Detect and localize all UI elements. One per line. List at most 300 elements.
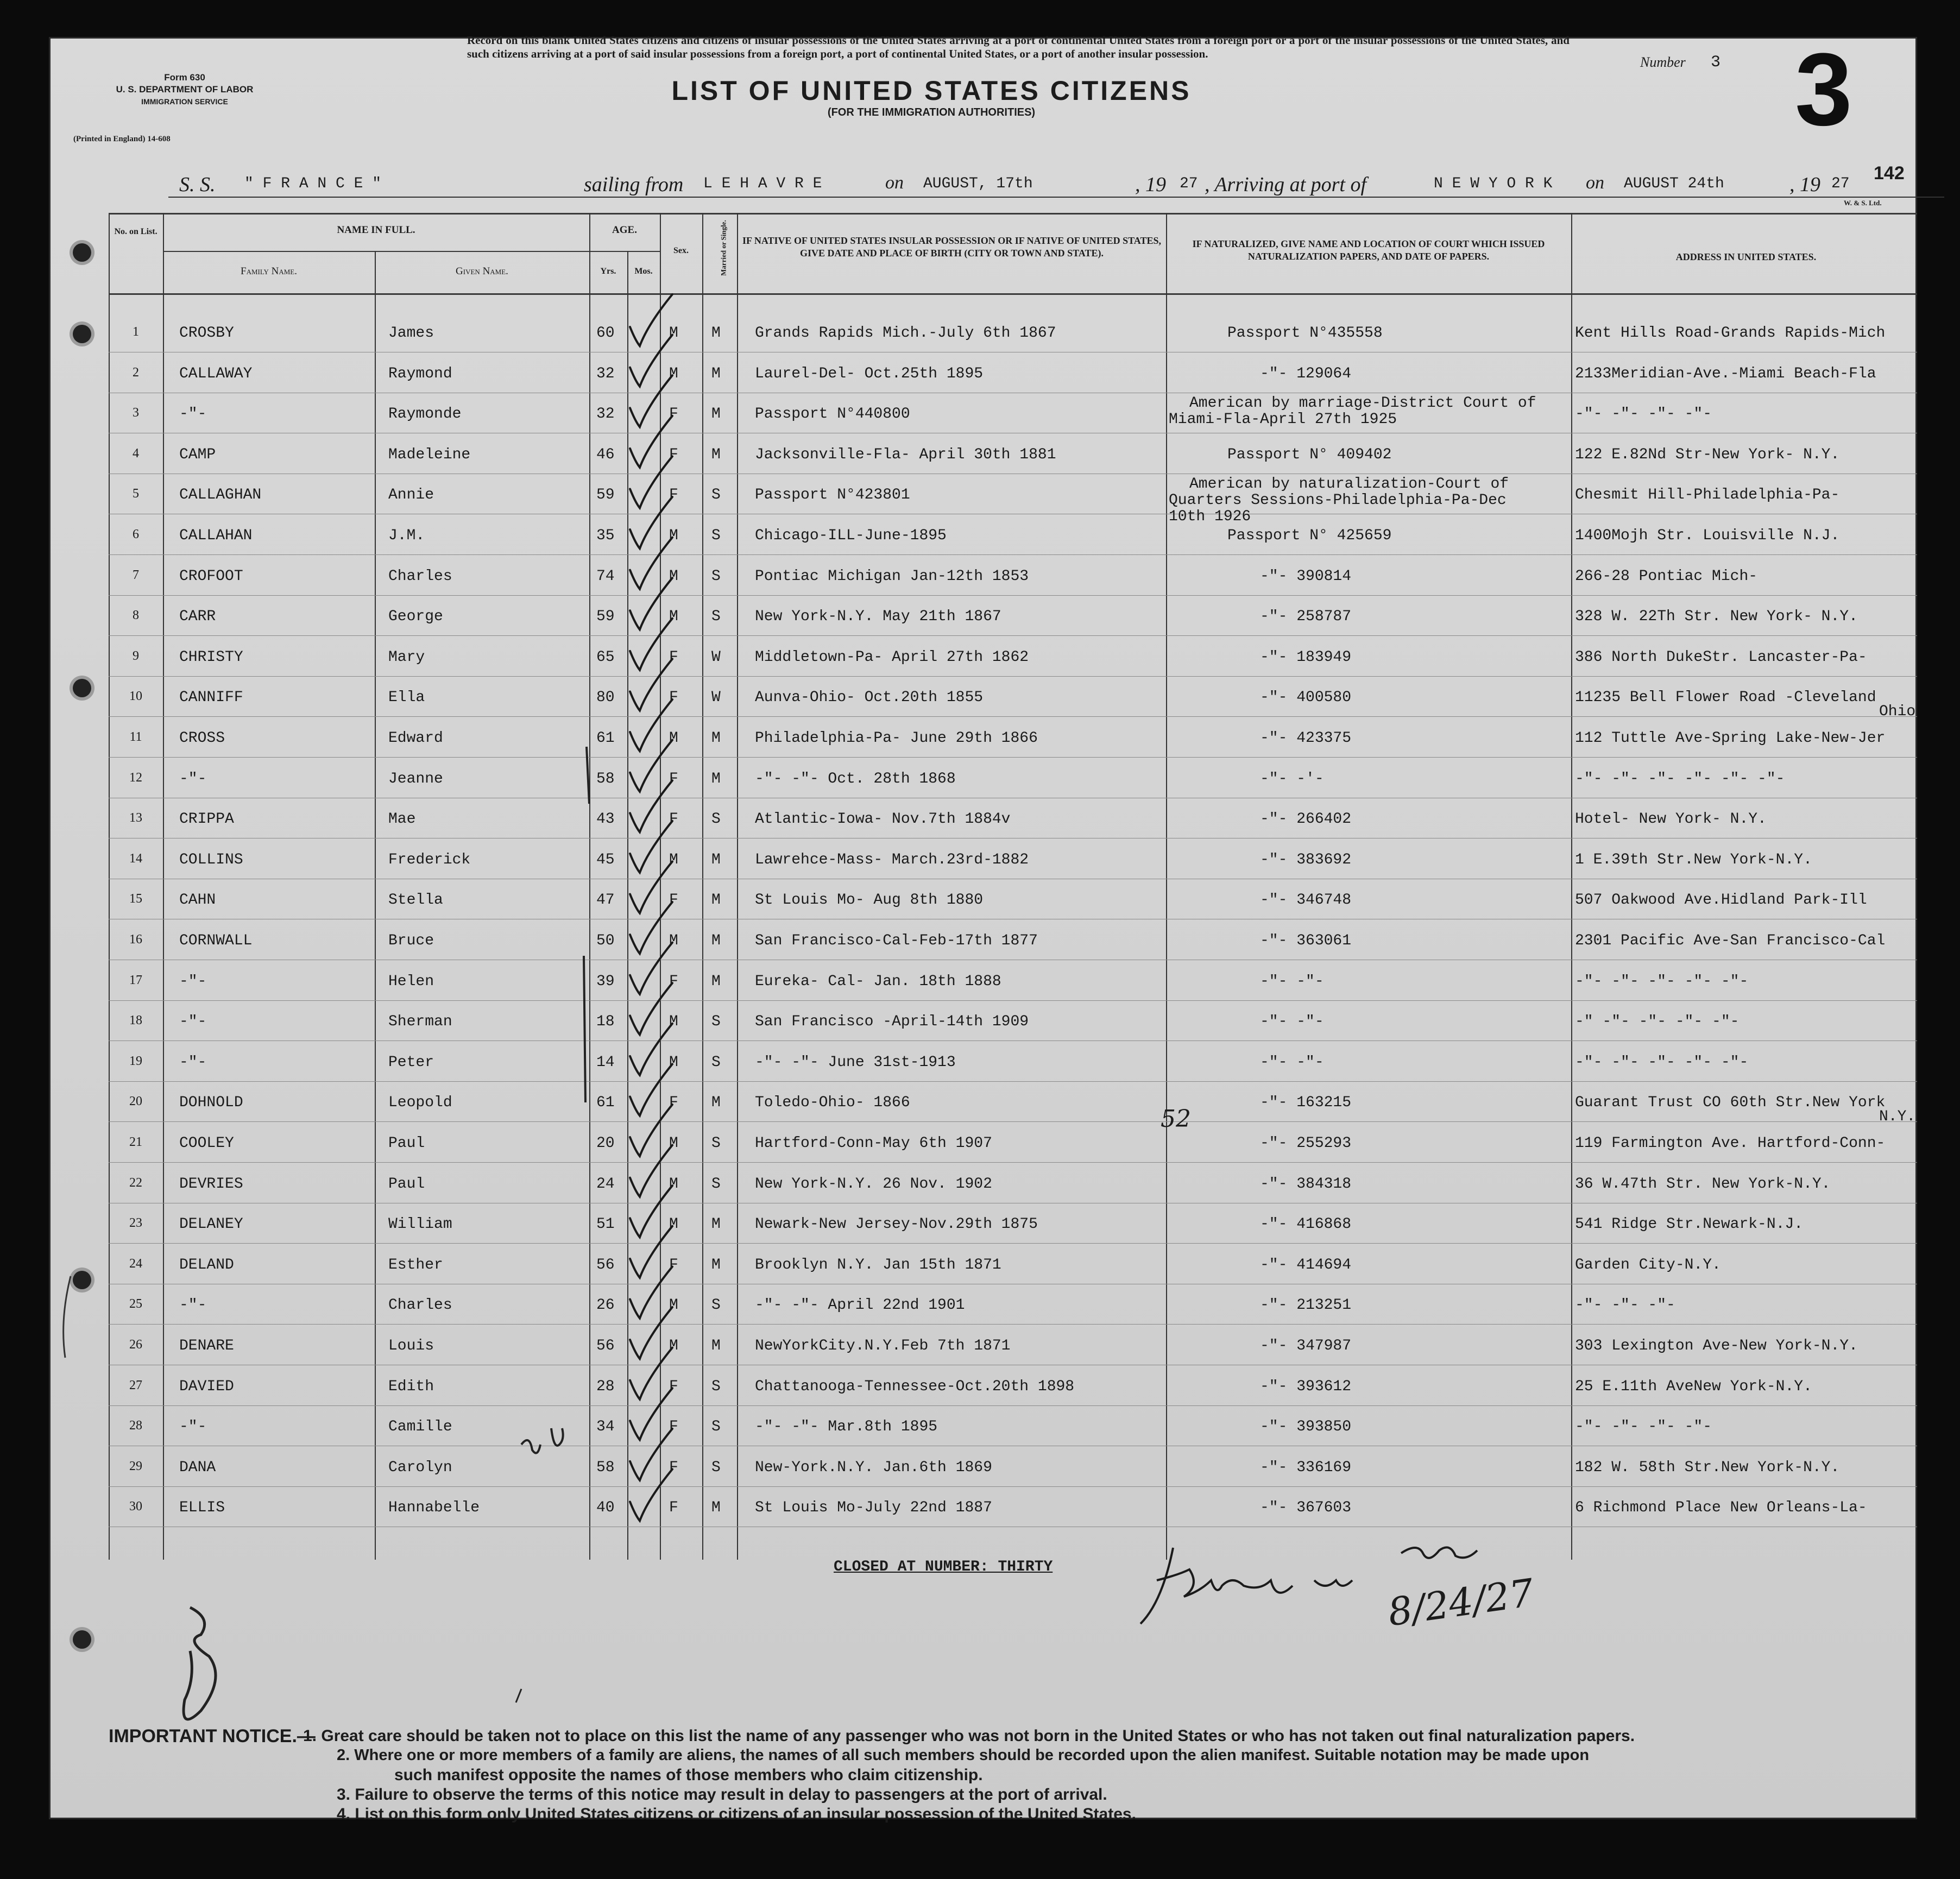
cell-birth: Pontiac Michigan Jan-12th 1853 <box>755 568 1029 585</box>
cell-nat: -"- 129064 <box>1260 365 1352 382</box>
sheet-number: 142 <box>1874 163 1905 184</box>
cell-no: 7 <box>133 568 139 582</box>
cell-family: -"- <box>179 1013 207 1031</box>
cell-family: CALLAGHAN <box>179 487 262 504</box>
cell-addr: 6 Richmond Place New Orleans-La- <box>1575 1499 1867 1517</box>
cell-nat: -"- 393612 <box>1260 1378 1352 1395</box>
cell-sex: F <box>669 446 678 463</box>
col-sex: Sex. <box>673 246 689 255</box>
cell-sex: F <box>669 1459 678 1476</box>
cell-nat: -"- -'- <box>1260 770 1324 787</box>
cell-ms: S <box>711 527 721 544</box>
cell-birth: -"- -"- June 31st-1913 <box>755 1054 956 1071</box>
cell-ms: M <box>711 892 721 909</box>
cell-nat: American by naturalization-Court of <box>1189 476 1509 493</box>
cell-birth: -"- -"- Oct. 28th 1868 <box>755 770 956 787</box>
cell-age: 51 <box>596 1216 615 1233</box>
cell-addr: 11235 Bell Flower Road -Cleveland <box>1575 689 1876 707</box>
cell-birth: Grands Rapids Mich.-July 6th 1867 <box>755 325 1056 342</box>
cell-age: 50 <box>596 932 615 949</box>
cell-sex: M <box>669 932 678 949</box>
cell-nat: -"- 383692 <box>1260 851 1352 868</box>
cell-given: Sherman <box>388 1013 452 1031</box>
cell-sex: F <box>669 1418 678 1436</box>
cell-no: 6 <box>133 527 139 541</box>
cell-family: DENARE <box>179 1338 234 1354</box>
cell-age: 58 <box>596 770 615 787</box>
cell-family: CALLAHAN <box>179 527 253 544</box>
record-instructions: Record on this blank United States citizens and citizens of insular possessions of the United States arriving at a port of continental United States from a foreign port or a port of the insular possessions of the United States, and such citizens arriving at a port of said insular possessions from a foreign port, a port of continental United States, or a port of another insular possession. <box>467 34 1570 60</box>
number-small: 3 <box>1711 53 1721 72</box>
cell-birth: New York-N.Y. May 21th 1867 <box>755 608 1001 626</box>
cell-family: CANNIFF <box>179 689 243 707</box>
cell-birth: Chattanooga-Tennessee-Oct.20th 1898 <box>755 1378 1075 1395</box>
cell-nat: -"- -"- <box>1260 973 1324 990</box>
number-label: Number <box>1640 54 1686 70</box>
cell-age: 56 <box>596 1256 615 1273</box>
sailing-label: sailing from <box>584 173 684 196</box>
cell-ms: S <box>711 487 721 504</box>
cell-no: 4 <box>133 446 139 461</box>
cell-no: 25 <box>129 1297 142 1311</box>
cell-family: CAMP <box>179 446 216 463</box>
cell-addr: -"- -"- -"- <box>1575 1297 1675 1314</box>
cell-sex: M <box>669 527 678 544</box>
cell-family: -"- <box>179 770 207 787</box>
year-prefix: , 19 <box>1135 173 1166 196</box>
cell-age: 14 <box>596 1054 615 1071</box>
cell-ms: M <box>711 446 721 463</box>
col-age: AGE. <box>612 224 637 236</box>
cell-sex: M <box>669 1297 678 1314</box>
cell-age: 43 <box>596 811 615 828</box>
cell-sex: M <box>669 730 678 747</box>
cell-no: 26 <box>129 1338 142 1352</box>
cell-family: DELAND <box>179 1256 234 1273</box>
cell-age: 24 <box>596 1175 615 1193</box>
hand-mark <box>184 1607 216 1719</box>
cell-age: 47 <box>596 892 615 909</box>
cell-ms: M <box>711 932 721 949</box>
col-married-single: Married or Single. <box>719 220 728 276</box>
cell-family: CRIPPA <box>179 811 234 828</box>
cell-addr: 1400Mojh Str. Louisville N.J. <box>1575 527 1840 544</box>
cell-no: 14 <box>129 851 142 866</box>
date-from: AUGUST, 17th <box>923 175 1033 192</box>
cell-given: Carolyn <box>388 1459 452 1476</box>
cell-sex: F <box>669 487 678 504</box>
cell-family: CROSBY <box>179 325 234 342</box>
cell-ms: M <box>711 1338 721 1354</box>
cell-no: 12 <box>129 770 142 785</box>
cell-addr: 182 W. 58th Str.New York-N.Y. <box>1575 1459 1840 1476</box>
cell-ms: S <box>711 608 721 626</box>
cell-family: CORNWALL <box>179 932 253 949</box>
cell-no: 5 <box>133 487 139 501</box>
cell-birth: Eureka- Cal- Jan. 18th 1888 <box>755 973 1001 990</box>
ship-name: " F R A N C E " <box>244 175 382 192</box>
cell-family: DANA <box>179 1459 216 1476</box>
cell-age: 61 <box>596 730 615 747</box>
cell-addr2: Ohio <box>1879 703 1916 721</box>
notice-item: such manifest opposite the names of those members who claim citizenship. <box>394 1766 983 1784</box>
cell-age: 34 <box>596 1418 615 1436</box>
cell-birth: Passport N°423801 <box>755 487 910 504</box>
cell-nat: -"- 400580 <box>1260 689 1352 707</box>
cell-ms: W <box>711 689 721 707</box>
cell-addr: Guarant Trust CO 60th Str.New York <box>1575 1094 1886 1112</box>
cell-addr: Chesmit Hill-Philadelphia-Pa- <box>1575 487 1840 504</box>
cell-nat: -"- 163215 <box>1260 1094 1352 1112</box>
cell-age: 58 <box>596 1459 615 1476</box>
cell-family: DELANEY <box>179 1216 243 1233</box>
cell-nat: -"- 363061 <box>1260 932 1352 949</box>
cell-given: Madeleine <box>388 446 471 463</box>
cell-addr: Garden City-N.Y. <box>1575 1256 1721 1273</box>
cell-age: 46 <box>596 446 615 463</box>
cell-sex: F <box>669 1094 678 1112</box>
cell-ms: M <box>711 1216 721 1233</box>
cell-ms: M <box>711 1094 721 1112</box>
cell-nat: American by marriage-District Court of <box>1189 395 1536 412</box>
cell-sex: M <box>669 325 678 342</box>
cell-no: 30 <box>129 1499 142 1514</box>
cell-nat: -"- 266402 <box>1260 811 1352 828</box>
cell-addr: 36 W.47th Str. New York-N.Y. <box>1575 1175 1831 1193</box>
cell-nat: -"- 336169 <box>1260 1459 1352 1476</box>
cell-ms: S <box>711 1054 721 1071</box>
on-label: on <box>1586 173 1604 193</box>
cell-ms: S <box>711 1297 721 1314</box>
cell-given: Louis <box>388 1338 434 1354</box>
cell-no: 29 <box>129 1459 142 1473</box>
cell-nat: -"- 347987 <box>1260 1338 1352 1354</box>
form-number: Form 630 <box>164 72 205 83</box>
cell-sex: F <box>669 892 678 909</box>
cell-family: COOLEY <box>179 1135 234 1152</box>
year-from: 27 <box>1180 175 1198 192</box>
cell-birth: Toledo-Ohio- 1866 <box>755 1094 910 1112</box>
cell-nat: -"- -"- <box>1260 1054 1324 1071</box>
cell-age: 56 <box>596 1338 615 1354</box>
cell-given: Charles <box>388 568 452 585</box>
margin-mark: 52 <box>1161 1105 1191 1133</box>
cell-given: Peter <box>388 1054 434 1071</box>
cell-given: James <box>388 325 434 342</box>
cell-given: Raymonde <box>388 406 462 423</box>
cell-ms: S <box>711 811 721 828</box>
cell-addr: 2133Meridian-Ave.-Miami Beach-Fla <box>1575 365 1876 382</box>
cell-age: 39 <box>596 973 615 990</box>
cell-given: Mae <box>388 811 416 828</box>
cell-birth: Middletown-Pa- April 27th 1862 <box>755 648 1029 666</box>
cell-sex: M <box>669 1135 678 1152</box>
cell-no: 21 <box>129 1135 142 1149</box>
cell-addr: 112 Tuttle Ave-Spring Lake-New-Jer <box>1575 730 1886 747</box>
cell-age: 65 <box>596 648 615 666</box>
cell-age: 80 <box>596 689 615 707</box>
cell-nat2: Miami-Fla-April 27th 1925 <box>1169 411 1397 428</box>
cell-age: 45 <box>596 851 615 868</box>
cell-age: 26 <box>596 1297 615 1314</box>
cell-age: 20 <box>596 1135 615 1152</box>
hand-mark <box>521 1428 563 1453</box>
cell-given: J.M. <box>388 527 425 544</box>
cell-family: CROFOOT <box>179 568 243 585</box>
cell-given: Bruce <box>388 932 434 949</box>
cell-sex: F <box>669 1378 678 1395</box>
cell-addr: 122 E.82Nd Str-New York- N.Y. <box>1575 446 1840 463</box>
cell-given: Jeanne <box>388 770 443 787</box>
cell-sex: M <box>669 851 678 868</box>
cell-no: 3 <box>133 406 139 420</box>
col-months: Mos. <box>634 267 653 276</box>
cell-no: 19 <box>129 1054 142 1068</box>
cell-nat3: 10th 1926 <box>1169 508 1251 526</box>
signature-scrawl <box>1401 1547 1477 1558</box>
cell-family: DEVRIES <box>179 1175 243 1193</box>
cell-given: Hannabelle <box>388 1499 480 1517</box>
cell-given: Raymond <box>388 365 452 382</box>
cell-no: 27 <box>129 1378 142 1392</box>
cell-family: CAHN <box>179 892 216 909</box>
cell-given: Paul <box>388 1135 425 1152</box>
notice-item: 4. List on this form only United States citizens or citizens of an insular possession of the United States. <box>337 1805 1136 1823</box>
cell-addr: 386 North DukeStr. Lancaster-Pa- <box>1575 648 1867 666</box>
cell-no: 11 <box>129 730 142 744</box>
cell-sex: F <box>669 406 678 423</box>
cell-no: 20 <box>129 1094 142 1109</box>
cell-nat: -"- 346748 <box>1260 892 1352 909</box>
cell-nat: -"- 390814 <box>1260 568 1352 585</box>
cell-nat: Passport N° 425659 <box>1227 527 1392 544</box>
cell-age: 40 <box>596 1499 615 1517</box>
cell-family: -"- <box>179 973 207 990</box>
col-no: No. on List. <box>114 227 157 236</box>
cell-nat2: Quarters Sessions-Philadelphia-Pa-Dec <box>1169 492 1507 509</box>
cell-nat: -"- 393850 <box>1260 1418 1352 1436</box>
cell-birth: Chicago-ILL-June-1895 <box>755 527 947 544</box>
cell-birth: New-York.N.Y. Jan.6th 1869 <box>755 1459 992 1476</box>
cell-given: Annie <box>388 487 434 504</box>
cell-birth: Philadelphia-Pa- June 29th 1866 <box>755 730 1038 747</box>
cell-family: -"- <box>179 1054 207 1071</box>
cell-ms: M <box>711 406 721 423</box>
cell-age: 74 <box>596 568 615 585</box>
notice-heading: IMPORTANT NOTICE.— <box>109 1726 316 1746</box>
hand-mark <box>64 1276 71 1358</box>
cell-addr: 1 E.39th Str.New York-N.Y. <box>1575 851 1812 868</box>
cell-family: CHRISTY <box>179 648 243 666</box>
cell-nat: Passport N°435558 <box>1227 325 1383 342</box>
cell-no: 16 <box>129 932 142 947</box>
cell-given: Paul <box>388 1175 425 1193</box>
check-mark <box>630 294 672 346</box>
cell-ms: M <box>711 973 721 990</box>
cell-addr: -"- -"- -"- -"- -"- <box>1575 1054 1749 1071</box>
cell-birth: -"- -"- Mar.8th 1895 <box>755 1418 938 1436</box>
notice-item: 3. Failure to observe the terms of this notice may result in delay to passengers at the port of arrival. <box>337 1786 1107 1804</box>
port-to: N E W Y O R K <box>1434 175 1553 192</box>
year-prefix: , 19 <box>1789 173 1820 196</box>
cell-nat: -"- 414694 <box>1260 1256 1352 1273</box>
notice-item: 1. Great care should be taken not to place on this list the name of any passenger who was not born in the United States or who has not taken out final naturalization papers. <box>303 1727 1635 1745</box>
cell-family: CALLAWAY <box>179 365 253 382</box>
cell-addr: 2301 Pacific Ave-San Francisco-Cal <box>1575 932 1886 949</box>
cell-addr: 266-28 Pontiac Mich- <box>1575 568 1758 585</box>
service: IMMIGRATION SERVICE <box>141 97 228 106</box>
on-label: on <box>885 173 904 193</box>
cell-birth: Hartford-Conn-May 6th 1907 <box>755 1135 992 1152</box>
cell-no: 15 <box>129 892 142 906</box>
cell-ms: M <box>711 1499 721 1517</box>
cell-given: Frederick <box>388 851 471 868</box>
cell-addr: 303 Lexington Ave-New York-N.Y. <box>1575 1338 1858 1354</box>
cell-nat: -"- 258787 <box>1260 608 1352 626</box>
cell-age: 18 <box>596 1013 615 1031</box>
hand-bracket <box>584 956 585 1102</box>
cell-addr: -"- -"- -"- -"- -"- <box>1575 973 1749 990</box>
cell-family: ELLIS <box>179 1499 225 1517</box>
cell-family: COLLINS <box>179 851 243 868</box>
year-to: 27 <box>1831 175 1850 192</box>
cell-ms: S <box>711 1459 721 1476</box>
cell-addr: 541 Ridge Str.Newark-N.J. <box>1575 1216 1804 1233</box>
cell-no: 1 <box>133 325 139 339</box>
cell-given: George <box>388 608 443 626</box>
cell-age: 28 <box>596 1378 615 1395</box>
cell-age: 32 <box>596 406 615 423</box>
cell-birth: Brooklyn N.Y. Jan 15th 1871 <box>755 1256 1001 1273</box>
cell-ms: M <box>711 325 721 342</box>
cell-birth: -"- -"- April 22nd 1901 <box>755 1297 965 1314</box>
col-given-name: Given Name. <box>456 266 508 277</box>
cell-ms: M <box>711 365 721 382</box>
cell-addr: 328 W. 22Th Str. New York- N.Y. <box>1575 608 1858 626</box>
date-to: AUGUST 24th <box>1624 175 1724 192</box>
cell-sex: F <box>669 973 678 990</box>
cell-birth: Laurel-Del- Oct.25th 1895 <box>755 365 984 382</box>
cell-addr2: N.Y. <box>1879 1108 1916 1126</box>
cell-birth: St Louis Mo- Aug 8th 1880 <box>755 892 984 909</box>
cell-ms: S <box>711 568 721 585</box>
cell-nat: -"- 183949 <box>1260 648 1352 666</box>
port-from: L E H A V R E <box>703 175 822 192</box>
cell-family: DAVIED <box>179 1378 234 1395</box>
cell-no: 2 <box>133 365 139 380</box>
cell-given: Charles <box>388 1297 452 1314</box>
cell-given: Mary <box>388 648 425 666</box>
cell-no: 23 <box>129 1216 142 1231</box>
col-birth: IF NATIVE OF UNITED STATES INSULAR POSSESSION OR IF NATIVE OF UNITED STATES, GIVE DATE AND PLACE OF BIRTH (CITY OR TOWN AND STATE). <box>742 235 1161 258</box>
cell-ms: M <box>711 770 721 787</box>
cell-ms: M <box>711 730 721 747</box>
cell-family: -"- <box>179 1297 207 1314</box>
cell-nat: -"- 423375 <box>1260 730 1352 747</box>
cell-addr: 25 E.11th AveNew York-N.Y. <box>1575 1378 1812 1395</box>
cell-sex: M <box>669 1216 678 1233</box>
col-years: Yrs. <box>600 267 616 276</box>
cell-no: 8 <box>133 608 139 623</box>
cell-ms: S <box>711 1418 721 1436</box>
cell-sex: F <box>669 1256 678 1273</box>
cell-birth: Newark-New Jersey-Nov.29th 1875 <box>755 1216 1038 1233</box>
cell-given: Edward <box>388 730 443 747</box>
cell-addr: Hotel- New York- N.Y. <box>1575 811 1767 828</box>
cell-family: DOHNOLD <box>179 1094 243 1112</box>
cell-addr: 119 Farmington Ave. Hartford-Conn- <box>1575 1135 1886 1152</box>
cell-birth: Passport N°440800 <box>755 406 910 423</box>
cell-birth: St Louis Mo-July 22nd 1887 <box>755 1499 992 1517</box>
cell-no: 10 <box>129 689 142 704</box>
cell-nat: -"- -"- <box>1260 1013 1324 1031</box>
cell-birth: New York-N.Y. 26 Nov. 1902 <box>755 1175 992 1193</box>
ss-label: S. S. <box>179 173 216 196</box>
department: U. S. DEPARTMENT OF LABOR <box>116 84 254 94</box>
cell-sex: F <box>669 770 678 787</box>
cell-ms: W <box>711 648 721 666</box>
cell-age: 59 <box>596 608 615 626</box>
signature-scrawl <box>1140 1548 1352 1624</box>
arriving-label: , Arriving at port of <box>1205 173 1367 196</box>
cell-ms: S <box>711 1135 721 1152</box>
cell-sex: F <box>669 1499 678 1517</box>
cell-ms: S <box>711 1378 721 1395</box>
cell-family: -"- <box>179 1418 207 1436</box>
cell-sex: M <box>669 608 678 626</box>
cell-given: Leopold <box>388 1094 452 1112</box>
cell-age: 59 <box>596 487 615 504</box>
col-address: ADDRESS IN UNITED STATES. <box>1675 251 1817 262</box>
important-notice <box>109 1726 1901 1823</box>
cell-nat: -"- 367603 <box>1260 1499 1352 1517</box>
cell-given: Camille <box>388 1418 452 1436</box>
cell-nat: -"- 416868 <box>1260 1216 1352 1233</box>
cell-birth: San Francisco -April-14th 1909 <box>755 1013 1029 1031</box>
cell-no: 13 <box>129 811 142 825</box>
cell-given: Stella <box>388 892 443 909</box>
cell-addr: 507 Oakwood Ave.Hidland Park-Ill <box>1575 892 1867 909</box>
cell-nat: -"- 384318 <box>1260 1175 1352 1193</box>
printed-note: (Printed in England) 14-608 <box>73 135 171 143</box>
col-name-in-full: NAME IN FULL. <box>337 224 415 236</box>
cell-ms: S <box>711 1013 721 1031</box>
cell-age: 35 <box>596 527 615 544</box>
cell-sex: M <box>669 568 678 585</box>
page-title: LIST OF UNITED STATES CITIZENS <box>671 75 1192 106</box>
hand-mark <box>516 1689 521 1703</box>
cell-given: William <box>388 1216 452 1233</box>
cell-no: 24 <box>129 1256 142 1271</box>
cell-sex: M <box>669 365 678 382</box>
cell-given: Esther <box>388 1256 443 1273</box>
cell-ms: S <box>711 1175 721 1193</box>
cell-sex: F <box>669 648 678 666</box>
col-family-name: Family Name. <box>241 266 297 277</box>
cell-sex: F <box>669 811 678 828</box>
cell-ms: M <box>711 851 721 868</box>
cell-sex: M <box>669 1054 678 1071</box>
cell-nat: Passport N° 409402 <box>1227 446 1392 463</box>
closed-at-number: CLOSED AT NUMBER: THIRTY <box>834 1559 1053 1575</box>
cell-given: Edith <box>388 1378 434 1395</box>
cell-addr: -"- -"- -"- -"- -"- -"- <box>1575 770 1785 787</box>
cell-ms: M <box>711 1256 721 1273</box>
cell-no: 18 <box>129 1013 142 1028</box>
cell-birth: NewYorkCity.N.Y.Feb 7th 1871 <box>755 1338 1011 1354</box>
cell-no: 22 <box>129 1175 142 1190</box>
cell-no: 17 <box>129 973 142 987</box>
